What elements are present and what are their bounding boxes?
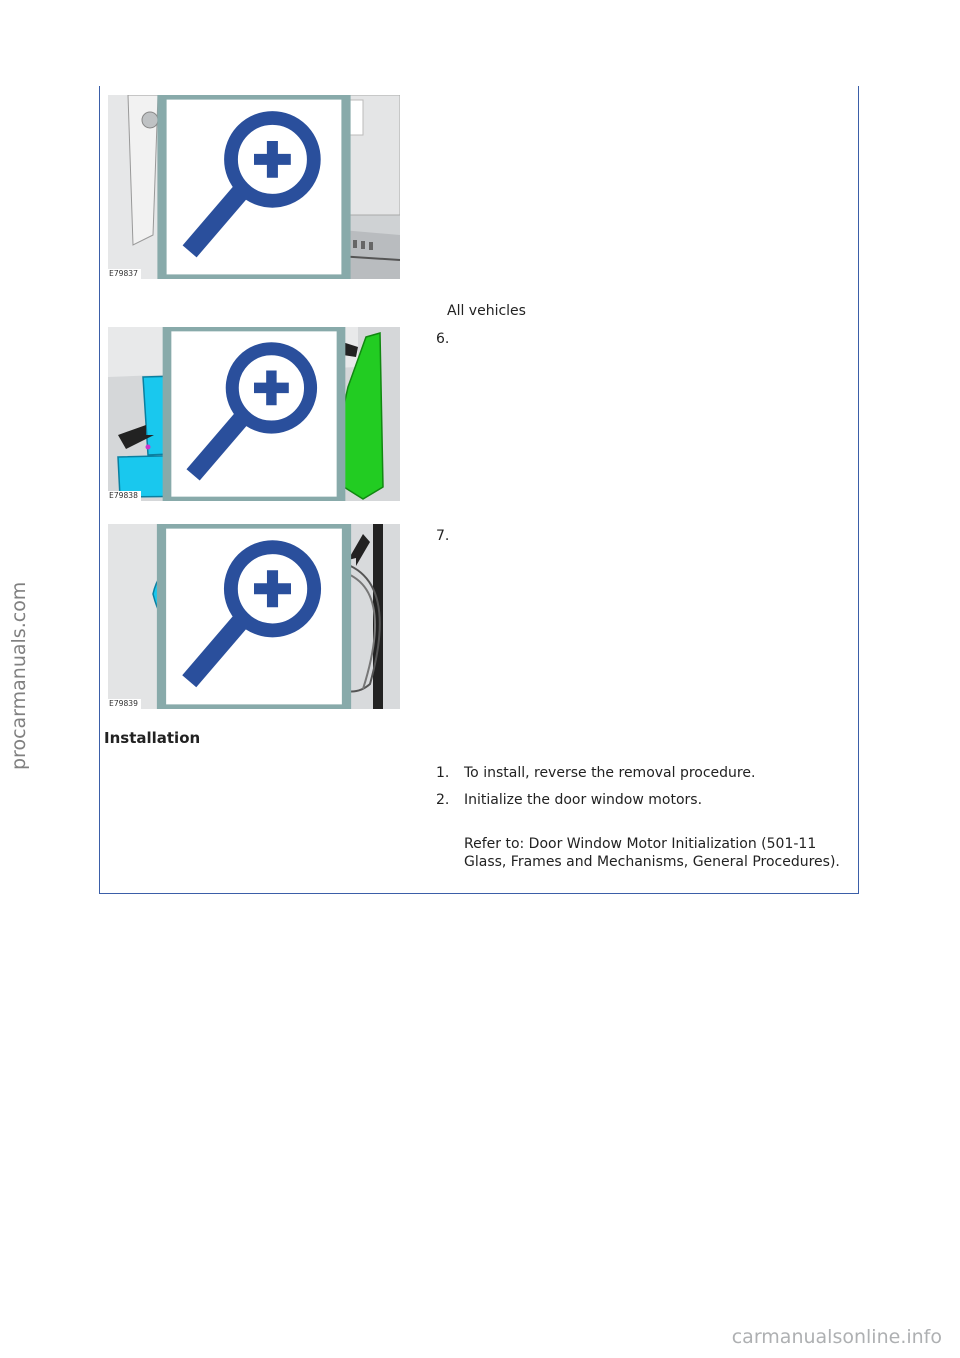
list-item-text: Initialize the door window motors. <box>464 792 703 808</box>
figure-e79839[interactable] <box>108 524 400 709</box>
figure-code: E79839 <box>108 699 141 709</box>
list-item-number: 2. <box>436 792 450 808</box>
step-number: 7. <box>436 528 450 544</box>
side-watermark: procarmanuals.com <box>8 581 30 770</box>
list-item-text: To install, reverse the removal procedure. <box>464 765 756 781</box>
figure-code: E79838 <box>108 491 141 501</box>
figure-code: E79837 <box>108 269 141 279</box>
cross-reference[interactable]: Refer to: Door Window Motor Initialization (501-11 Glass, Frames and Mechanisms, General Procedures). <box>464 836 840 870</box>
vehicle-scope-label: All vehicles <box>447 303 526 319</box>
zoom-icon[interactable] <box>108 95 400 279</box>
zoom-icon[interactable] <box>108 327 400 501</box>
step-number: 6. <box>436 331 450 347</box>
figure-e79837[interactable] <box>108 95 400 279</box>
section-heading-installation: Installation <box>104 729 201 747</box>
bottom-watermark: carmanualsonline.info <box>731 1326 942 1348</box>
list-item-number: 1. <box>436 765 450 781</box>
zoom-icon[interactable] <box>108 524 400 709</box>
figure-e79838[interactable] <box>108 327 400 501</box>
